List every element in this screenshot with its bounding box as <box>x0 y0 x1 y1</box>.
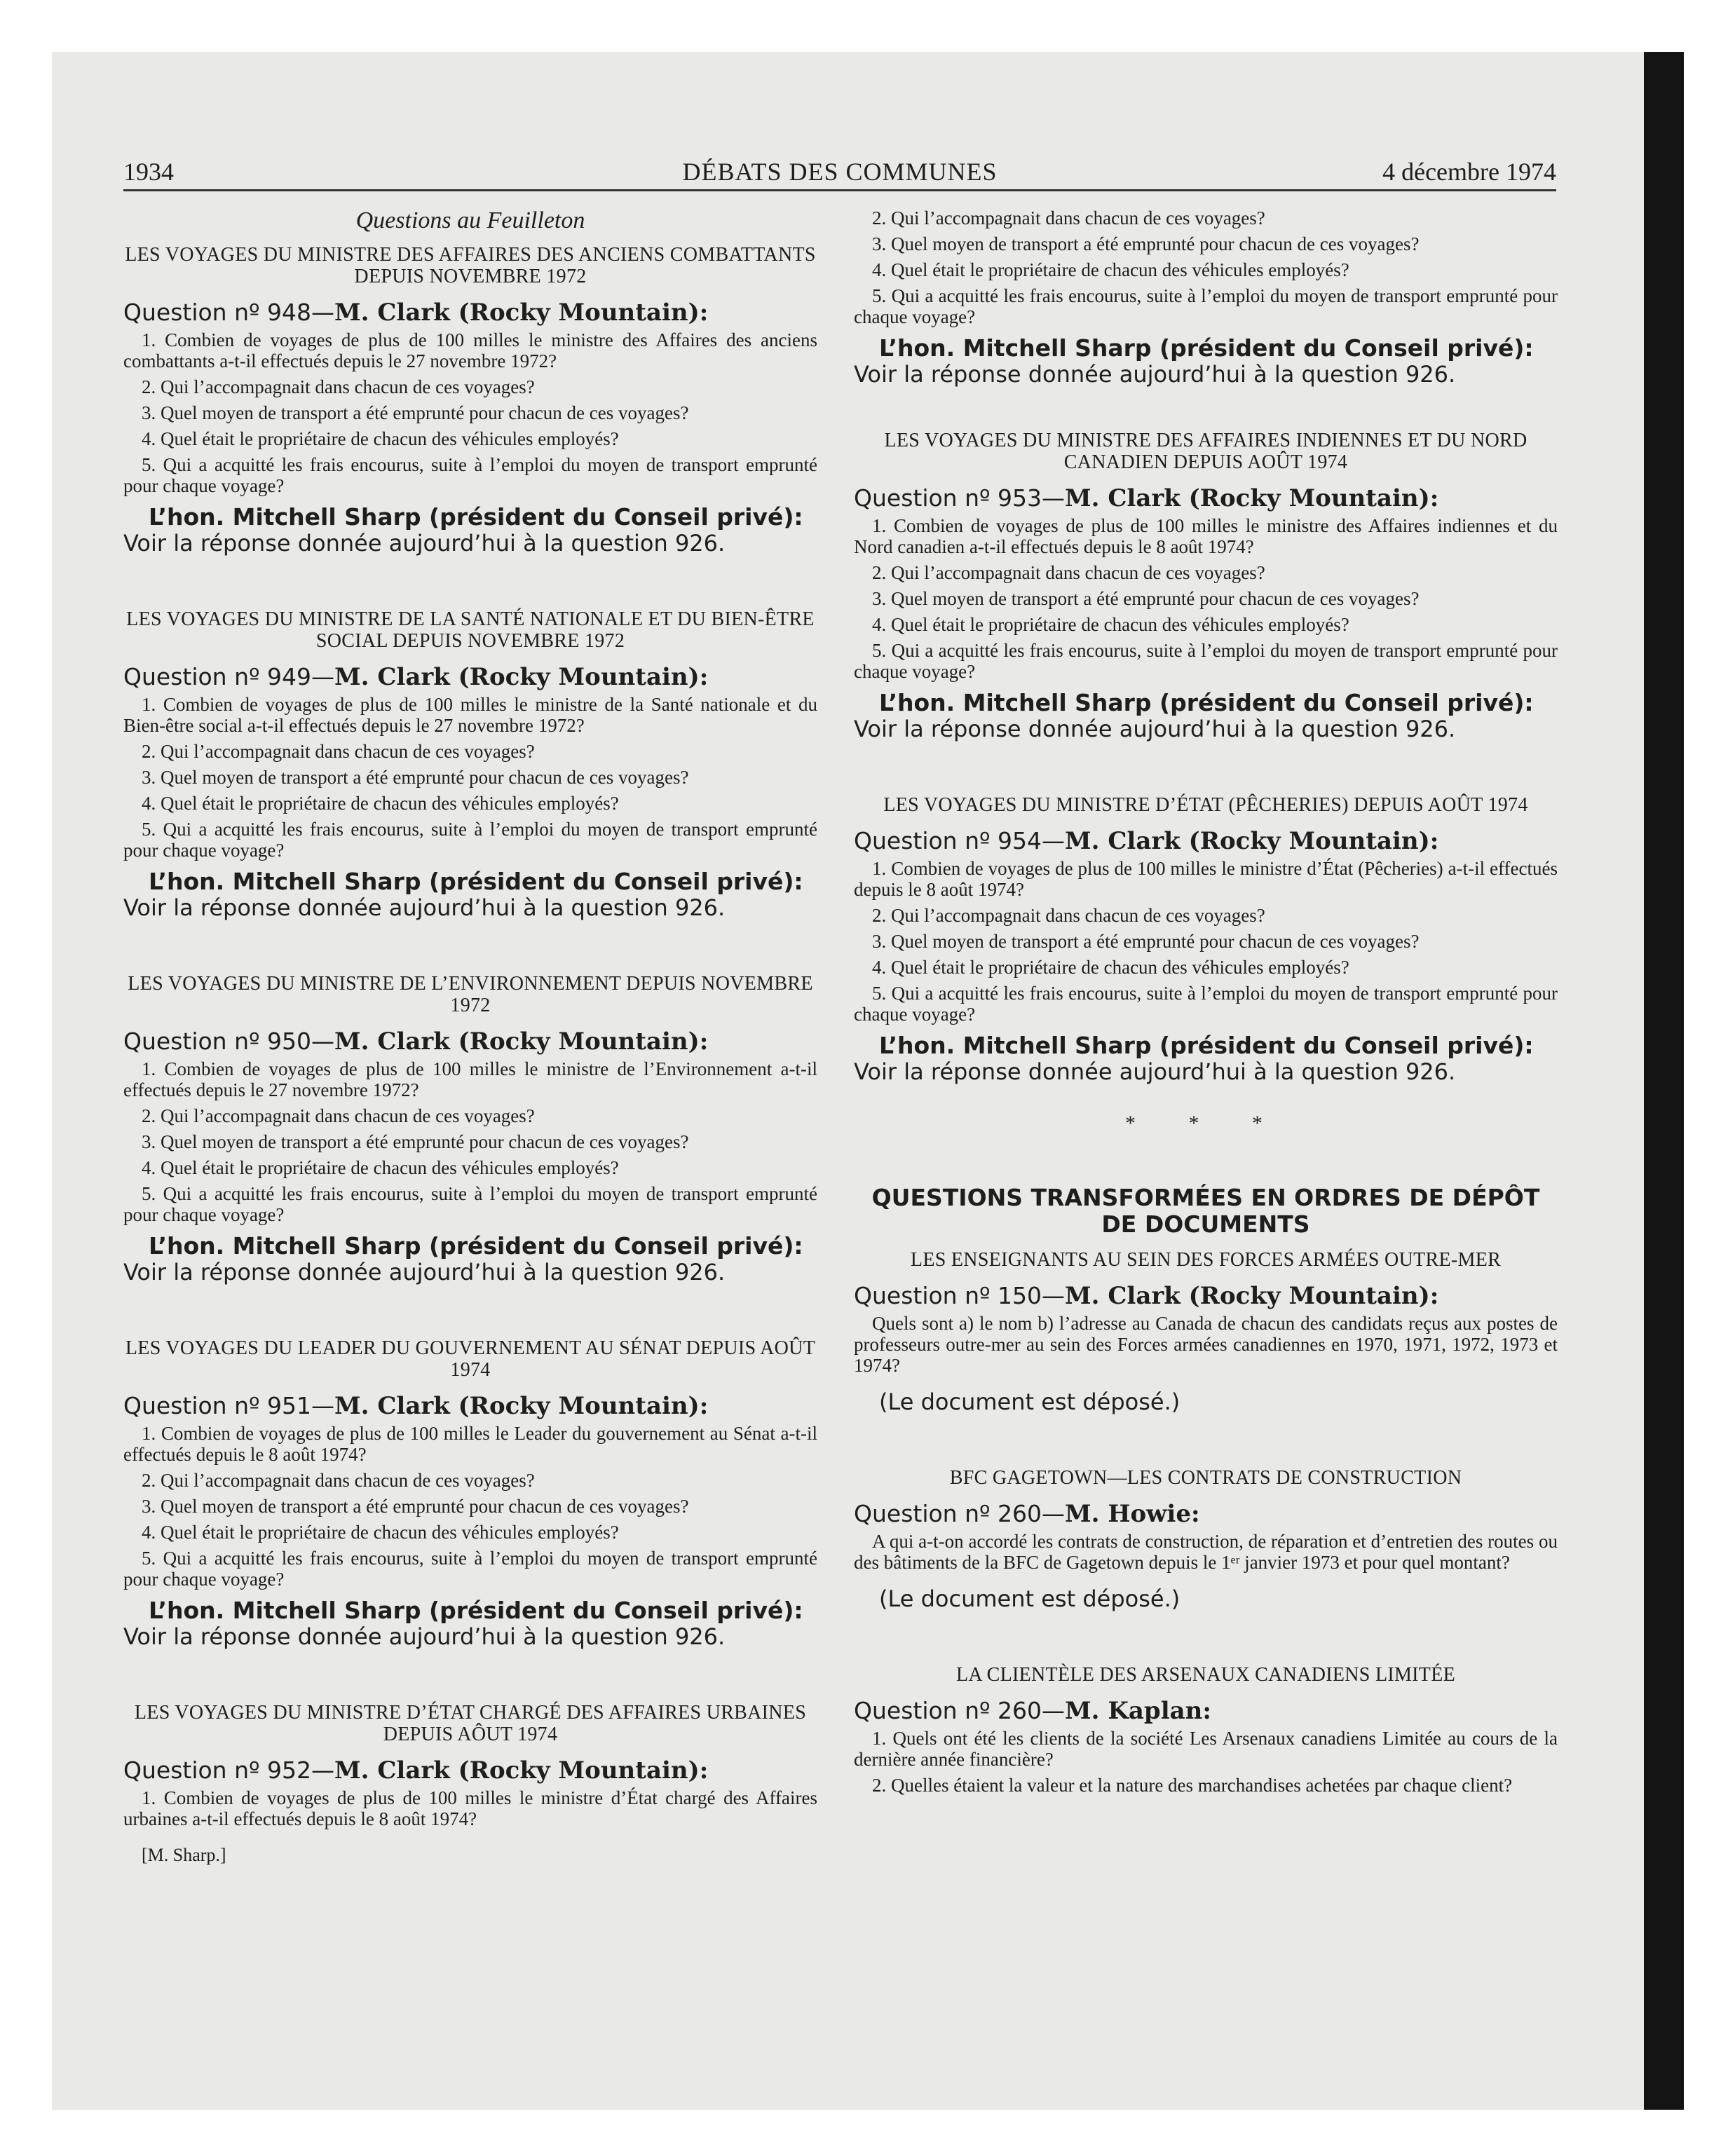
question-item: 1. Combien de voyages de plus de 100 milles le ministre d’État chargé des Affaires urbaines a-t-il effectués depuis le 8 août 1974? <box>123 1787 817 1829</box>
question-heading <box>854 484 1558 512</box>
answer-speaker: L’hon. Mitchell Sharp (président du Conseil privé): <box>149 503 803 531</box>
answer-text: Voir la réponse donnée aujourd’hui à la question 926. <box>123 530 726 557</box>
question-item: 3. Quel moyen de transport a été emprunté pour chacun de ces voyages? <box>872 931 1420 952</box>
answer <box>854 336 1558 388</box>
question-item: 3. Quel moyen de transport a été emprunté pour chacun de ces voyages? <box>872 588 1420 609</box>
question-title: LES VOYAGES DU MINISTRE DES AFFAIRES DES ANCIENS COMBATTANTS DEPUIS NOVEMBRE 1972 <box>125 244 816 287</box>
right-column <box>854 207 1558 1848</box>
question-item: 5. Qui a acquitté les frais encourus, suite à l’emploi du moyen de transport emprunté pour chaque voyage? <box>123 819 817 861</box>
answer-text: Voir la réponse donnée aujourd’hui à la question 926. <box>854 361 1456 388</box>
question-item: 3. Quel moyen de transport a été emprunté pour chacun de ces voyages? <box>142 402 689 423</box>
publication-date: 4 décembre 1974 <box>1382 158 1556 186</box>
transformed-question-list <box>854 1249 1558 1796</box>
question-title: LES VOYAGES DU MINISTRE DES AFFAIRES INDIENNES ET DU NORD CANADIEN DEPUIS AOÛT 1974 <box>884 430 1528 473</box>
transformed-questions-title: QUESTIONS TRANSFORMÉES EN ORDRES DE DÉPÔT DE DOCUMENTS <box>871 1184 1540 1238</box>
question-author: M. Kaplan: <box>1065 1697 1211 1725</box>
document-deposited: (Le document est déposé.) <box>879 1585 1181 1612</box>
question-author: M. Clark (Rocky Mountain): <box>334 299 709 327</box>
answer-text: Voir la réponse donnée aujourd’hui à la question 926. <box>123 1259 726 1285</box>
question-item: 2. Qui l’accompagnait dans chacun de ces voyages? <box>142 1105 535 1126</box>
question-block <box>123 244 817 557</box>
left-column <box>123 207 817 1880</box>
question-number: Question nº 949— <box>123 663 335 690</box>
question-item: 1. Combien de voyages de plus de 100 milles le ministre de l’Environnement a-t-il effectués depuis le 27 novembre 1972? <box>123 1058 817 1100</box>
question-block <box>123 1702 817 1866</box>
question-item: 5. Qui a acquitté les frais encourus, suite à l’emploi du moyen de transport emprunté pour chaque voyage? <box>854 285 1558 327</box>
question-block <box>123 608 817 921</box>
page-number: 1934 <box>123 158 174 186</box>
answer-text: Voir la réponse donnée aujourd’hui à la question 926. <box>854 1058 1456 1085</box>
question-item: Quels sont a) le nom b) l’adresse au Canada de chacun des candidats reçus aux postes de professeurs outre-mer au sein des Forces armées canadiennes en 1970, 1971, 1972, 1973 et 1974? <box>854 1313 1558 1376</box>
question-item: 4. Quel était le propriétaire de chacun des véhicules employés? <box>872 957 1349 978</box>
question-number: Question nº 953— <box>854 484 1066 512</box>
question-item: 4. Quel était le propriétaire de chacun des véhicules employés? <box>142 1522 619 1543</box>
question-item: 3. Quel moyen de transport a été emprunté pour chacun de ces voyages? <box>142 1131 689 1152</box>
question-item: 1. Combien de voyages de plus de 100 milles le Leader du gouvernement au Sénat a-t-il effectués depuis le 8 août 1974? <box>123 1423 817 1465</box>
question-item: 3. Quel moyen de transport a été emprunté pour chacun de ces voyages? <box>872 233 1420 254</box>
question-item: 5. Qui a acquitté les frais encourus, suite à l’emploi du moyen de transport emprunté pour chaque voyage? <box>854 983 1558 1025</box>
question-item: A qui a-t-on accordé les contrats de construction, de réparation et d’entretien des routes ou des bâtiments de la BFC de Gagetown depuis le 1ᵉʳ janvier 1973 et pour quel montant? <box>854 1531 1558 1573</box>
question-item: 2. Quelles étaient la valeur et la nature des marchandises achetées par chaque client? <box>872 1775 1513 1796</box>
answer <box>123 505 817 557</box>
document-deposited: (Le document est déposé.) <box>879 1389 1181 1415</box>
section-separator: * * * <box>1125 1112 1286 1135</box>
question-heading <box>123 1756 817 1785</box>
question-item: 5. Qui a acquitté les frais encourus, suite à l’emploi du moyen de transport emprunté pour chaque voyage? <box>123 1183 817 1225</box>
question-title: LES VOYAGES DU MINISTRE DE L’ENVIRONNEMENT DEPUIS NOVEMBRE 1972 <box>128 973 813 1016</box>
question-item: 4. Quel était le propriétaire de chacun des véhicules employés? <box>142 1157 619 1178</box>
answer-speaker: L’hon. Mitchell Sharp (président du Conseil privé): <box>149 1232 803 1260</box>
continued-items <box>854 207 1558 327</box>
question-title: LES VOYAGES DU LEADER DU GOUVERNEMENT AU SÉNAT DEPUIS AOÛT 1974 <box>125 1337 816 1381</box>
publication-title: DÉBATS DES COMMUNES <box>682 158 998 186</box>
question-item: 2. Qui l’accompagnait dans chacun de ces voyages? <box>142 376 535 397</box>
question-block <box>854 1467 1558 1612</box>
question-author: M. Clark (Rocky Mountain): <box>1065 1282 1439 1310</box>
question-title: LES VOYAGES DU MINISTRE D’ÉTAT (PÊCHERIES) DEPUIS AOÛT 1974 <box>883 794 1528 816</box>
question-item: 1. Quels ont été les clients de la société Les Arsenaux canadiens Limitée au cours de la dernière année financière? <box>854 1728 1558 1770</box>
question-author: M. Clark (Rocky Mountain): <box>334 1756 709 1785</box>
question-heading <box>854 1282 1558 1310</box>
answer-speaker: L’hon. Mitchell Sharp (président du Conseil privé): <box>149 868 803 895</box>
question-author: M. Clark (Rocky Mountain): <box>1065 484 1439 512</box>
question-item: 1. Combien de voyages de plus de 100 milles le ministre des Affaires des anciens combattants a-t-il effectués depuis le 27 novembre 1972? <box>123 329 817 371</box>
question-item: 4. Quel était le propriétaire de chacun des véhicules employés? <box>142 428 619 449</box>
question-block <box>854 1249 1558 1415</box>
question-item: 2. Qui l’accompagnait dans chacun de ces voyages? <box>872 207 1265 228</box>
question-heading <box>123 299 817 327</box>
speaker-note: [M. Sharp.] <box>142 1845 226 1865</box>
question-item: 1. Combien de voyages de plus de 100 milles le ministre de la Santé nationale et du Bien-être social a-t-il effectués depuis le 27 novembre 1972? <box>123 694 817 736</box>
question-number: Question nº 952— <box>123 1756 335 1784</box>
question-item: 5. Qui a acquitté les frais encourus, suite à l’emploi du moyen de transport emprunté pour chaque voyage? <box>854 640 1558 682</box>
question-heading <box>123 1392 817 1420</box>
answer-speaker: L’hon. Mitchell Sharp (président du Conseil privé): <box>879 334 1534 362</box>
question-heading <box>854 1697 1558 1725</box>
question-item: 3. Quel moyen de transport a été emprunté pour chacun de ces voyages? <box>142 1496 689 1517</box>
question-block <box>854 794 1558 1085</box>
question-title: LA CLIENTÈLE DES ARSENAUX CANADIENS LIMITÉE <box>955 1664 1456 1686</box>
question-title: LES VOYAGES DU MINISTRE DE LA SANTÉ NATIONALE ET DU BIEN-ÊTRE SOCIAL DEPUIS NOVEMBRE 1972 <box>126 608 815 652</box>
question-item: 4. Quel était le propriétaire de chacun des véhicules employés? <box>872 259 1349 280</box>
question-block <box>123 973 817 1285</box>
page-header <box>123 154 1556 191</box>
question-number: Question nº 951— <box>123 1392 335 1419</box>
question-title: LES ENSEIGNANTS AU SEIN DES FORCES ARMÉES OUTRE-MER <box>910 1249 1502 1271</box>
answer-speaker: L’hon. Mitchell Sharp (président du Conseil privé): <box>149 1597 803 1624</box>
question-title: LES VOYAGES DU MINISTRE D’ÉTAT CHARGÉ DES AFFAIRES URBAINES DEPUIS AÔUT 1974 <box>134 1702 807 1745</box>
answer <box>854 690 1558 742</box>
question-item: 2. Qui l’accompagnait dans chacun de ces voyages? <box>872 562 1265 583</box>
question-title: BFC GAGETOWN—LES CONTRATS DE CONSTRUCTION <box>949 1467 1462 1489</box>
answer <box>123 869 817 921</box>
question-item: 4. Quel était le propriétaire de chacun des véhicules employés? <box>872 614 1349 635</box>
section-subtitle: Questions au Feuilleton <box>355 207 585 233</box>
question-item: 1. Combien de voyages de plus de 100 milles le ministre des Affaires indiennes et du Nord canadien a-t-il effectués depuis le 8 août 1974? <box>854 515 1558 557</box>
question-item: 5. Qui a acquitté les frais encourus, suite à l’emploi du moyen de transport emprunté pour chaque voyage? <box>123 454 817 496</box>
question-block <box>854 430 1558 742</box>
question-item: 4. Quel était le propriétaire de chacun des véhicules employés? <box>142 793 619 814</box>
question-item: 2. Qui l’accompagnait dans chacun de ces voyages? <box>142 1470 535 1491</box>
answer-text: Voir la réponse donnée aujourd’hui à la question 926. <box>854 716 1456 742</box>
question-number: Question nº 260— <box>854 1697 1066 1724</box>
question-heading <box>854 827 1558 855</box>
answer <box>123 1234 817 1285</box>
answer-speaker: L’hon. Mitchell Sharp (président du Conseil privé): <box>879 689 1534 716</box>
question-block <box>123 1337 817 1650</box>
question-number: Question nº 954— <box>854 827 1066 854</box>
question-item: 2. Qui l’accompagnait dans chacun de ces voyages? <box>142 741 535 762</box>
left-question-list <box>123 244 817 1866</box>
question-block <box>854 1664 1558 1796</box>
answer-text: Voir la réponse donnée aujourd’hui à la question 926. <box>123 1623 726 1650</box>
question-heading <box>123 663 817 691</box>
question-item: 1. Combien de voyages de plus de 100 milles le ministre d’État (Pêcheries) a-t-il effectués depuis le 8 août 1974? <box>854 858 1558 900</box>
question-item: 5. Qui a acquitté les frais encourus, suite à l’emploi du moyen de transport emprunté pour chaque voyage? <box>123 1548 817 1590</box>
right-question-list <box>854 430 1558 1085</box>
question-number: Question nº 948— <box>123 299 335 326</box>
question-item: 2. Qui l’accompagnait dans chacun de ces voyages? <box>872 905 1265 926</box>
question-heading <box>854 1500 1558 1528</box>
answer <box>123 1598 817 1650</box>
answer-speaker: L’hon. Mitchell Sharp (président du Conseil privé): <box>879 1032 1534 1059</box>
question-heading <box>123 1028 817 1056</box>
question-author: M. Clark (Rocky Mountain): <box>334 1392 709 1420</box>
question-author: M. Clark (Rocky Mountain): <box>334 663 709 691</box>
question-number: Question nº 950— <box>123 1028 335 1055</box>
answer-text: Voir la réponse donnée aujourd’hui à la question 926. <box>123 894 726 921</box>
question-number: Question nº 150— <box>854 1282 1066 1309</box>
scan-edge <box>1644 52 1684 2110</box>
question-author: M. Howie: <box>1065 1500 1200 1528</box>
question-number: Question nº 260— <box>854 1500 1066 1527</box>
question-author: M. Clark (Rocky Mountain): <box>1065 827 1439 855</box>
question-item: 3. Quel moyen de transport a été emprunté pour chacun de ces voyages? <box>142 767 689 788</box>
question-author: M. Clark (Rocky Mountain): <box>334 1028 709 1056</box>
answer <box>854 1033 1558 1085</box>
continued-question-952 <box>854 207 1558 388</box>
